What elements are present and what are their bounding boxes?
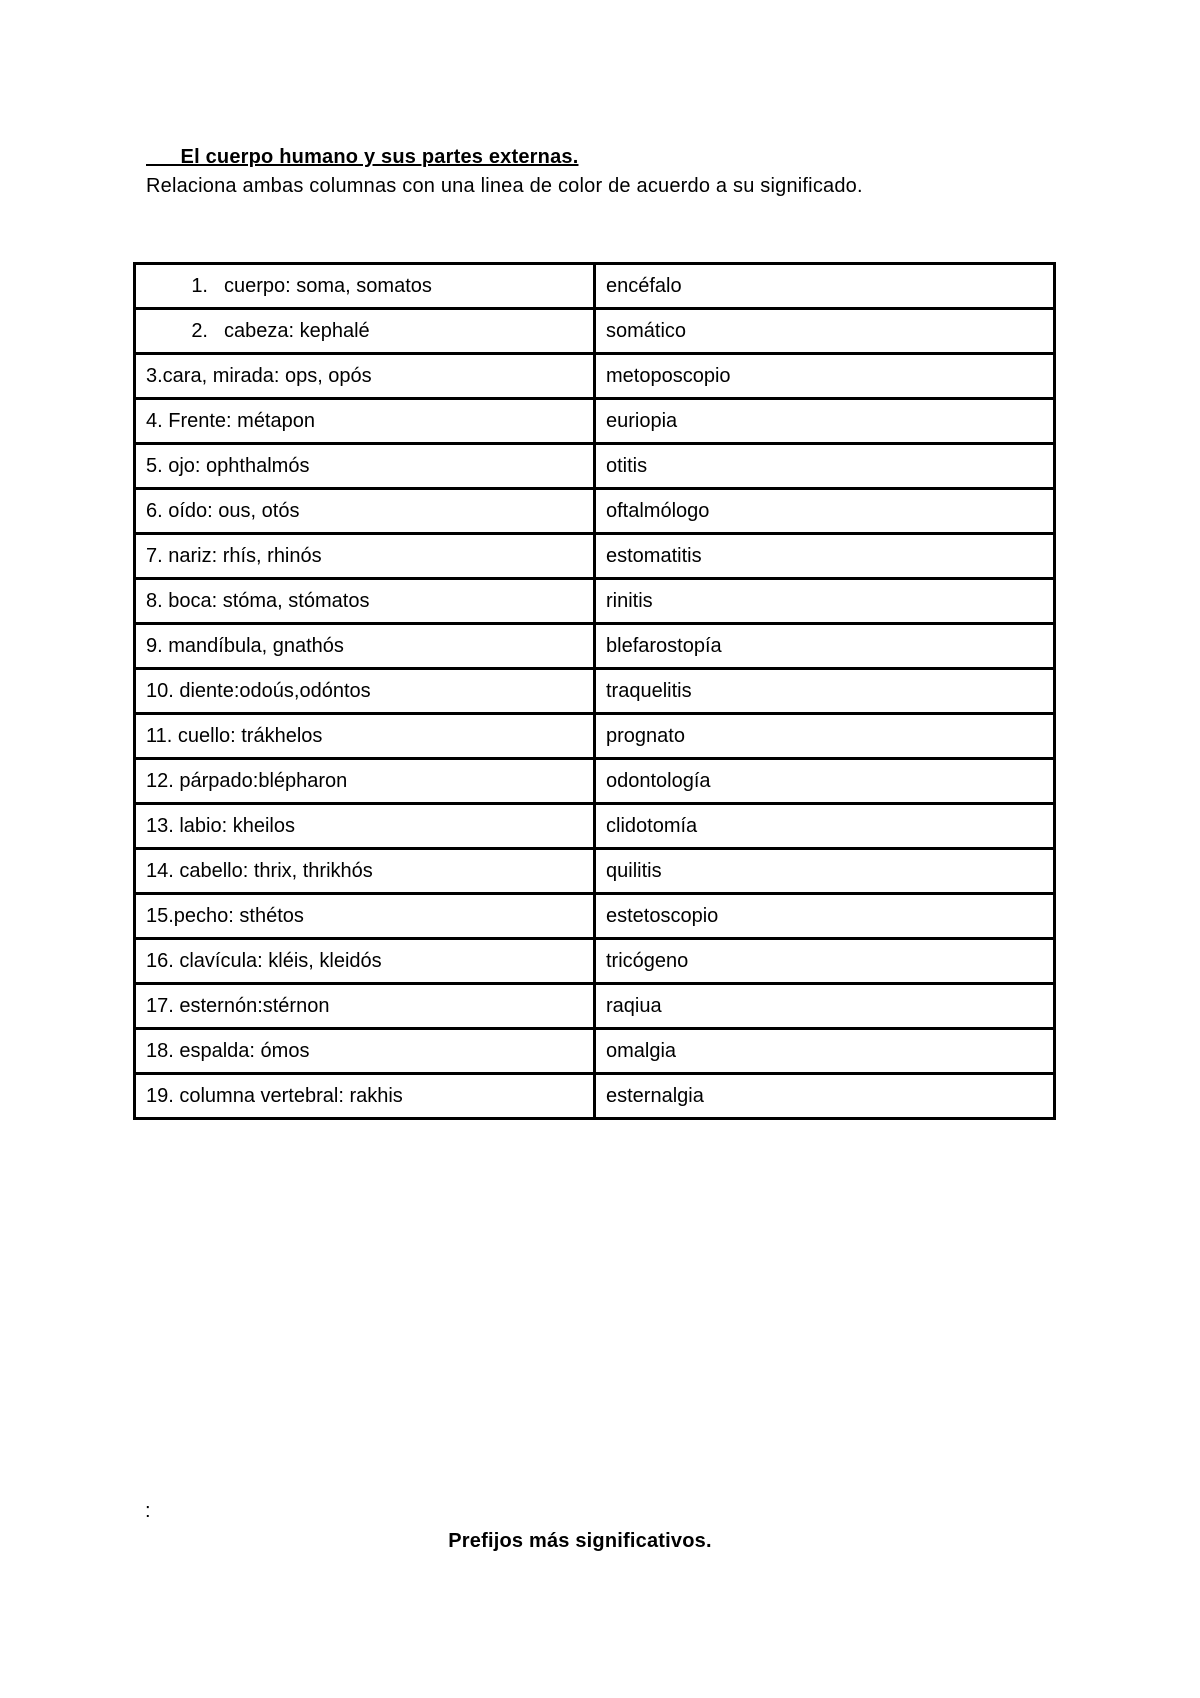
document-title: El cuerpo humano y sus partes externas. xyxy=(146,146,579,168)
term-cell xyxy=(135,894,595,939)
table-row xyxy=(135,444,1055,489)
word-cell: quilitis xyxy=(595,849,1055,894)
list-number: 2. xyxy=(191,319,208,342)
table-row xyxy=(135,309,1055,354)
term-cell xyxy=(135,849,595,894)
word-cell: omalgia xyxy=(595,1029,1055,1074)
word-cell: estomatitis xyxy=(595,534,1055,579)
term-cell xyxy=(135,309,595,354)
term-text: 17. esternón:stérnon xyxy=(146,994,330,1017)
word-cell: euriopia xyxy=(595,399,1055,444)
section-title: Prefijos más significativos. xyxy=(448,1530,712,1552)
word-cell: odontología xyxy=(595,759,1055,804)
term-cell xyxy=(135,984,595,1029)
term-text: 7. nariz: rhís, rhinós xyxy=(146,544,322,567)
table-row xyxy=(135,579,1055,624)
table-row xyxy=(135,624,1055,669)
matching-table-body xyxy=(135,264,1055,1119)
word-cell: encéfalo xyxy=(595,264,1055,309)
word-cell: somático xyxy=(595,309,1055,354)
word-cell: rinitis xyxy=(595,579,1055,624)
term-text: 6. oído: ous, otós xyxy=(146,499,300,522)
table-row xyxy=(135,894,1055,939)
word-cell: estetoscopio xyxy=(595,894,1055,939)
term-cell xyxy=(135,1074,595,1119)
table-row xyxy=(135,1029,1055,1074)
term-text: 15.pecho: sthétos xyxy=(146,904,304,927)
term-cell xyxy=(135,624,595,669)
term-cell xyxy=(135,939,595,984)
term-cell xyxy=(135,534,595,579)
term-text: 13. labio: kheilos xyxy=(146,814,295,837)
term-text: 16. clavícula: kléis, kleidós xyxy=(146,949,382,972)
colon-mark: : xyxy=(145,1500,151,1522)
term-text: 12. párpado:blépharon xyxy=(146,769,348,792)
term-cell xyxy=(135,759,595,804)
term-text: cuerpo: soma, somatos xyxy=(224,274,432,297)
term-cell xyxy=(135,354,595,399)
term-cell xyxy=(135,489,595,534)
word-cell: traquelitis xyxy=(595,669,1055,714)
table-row xyxy=(135,489,1055,534)
table-row xyxy=(135,849,1055,894)
list-number: 1. xyxy=(191,274,208,297)
term-text: 5. ojo: ophthalmós xyxy=(146,454,310,477)
term-text: cabeza: kephalé xyxy=(224,319,370,342)
term-text: 18. espalda: ómos xyxy=(146,1039,310,1062)
term-text: 8. boca: stóma, stómatos xyxy=(146,589,370,612)
table-row xyxy=(135,1074,1055,1119)
term-cell xyxy=(135,669,595,714)
table-row xyxy=(135,399,1055,444)
table-row xyxy=(135,354,1055,399)
table-row xyxy=(135,534,1055,579)
term-cell xyxy=(135,264,595,309)
word-cell: raqiua xyxy=(595,984,1055,1029)
term-text: 10. diente:odoús,odóntos xyxy=(146,679,371,702)
matching-table xyxy=(133,262,1056,1120)
term-cell xyxy=(135,399,595,444)
word-cell: prognato xyxy=(595,714,1055,759)
word-cell: metoposcopio xyxy=(595,354,1055,399)
instructions-text: Relaciona ambas columnas con una linea de color de acuerdo a su significado. xyxy=(146,175,863,197)
word-cell: oftalmólogo xyxy=(595,489,1055,534)
table-row xyxy=(135,984,1055,1029)
term-cell xyxy=(135,444,595,489)
word-cell: esternalgia xyxy=(595,1074,1055,1119)
word-cell: tricógeno xyxy=(595,939,1055,984)
table-row xyxy=(135,804,1055,849)
term-text: 9. mandíbula, gnathós xyxy=(146,634,344,657)
table-row xyxy=(135,264,1055,309)
term-text: 11. cuello: trákhelos xyxy=(146,724,323,747)
word-cell: blefarostopía xyxy=(595,624,1055,669)
term-cell xyxy=(135,714,595,759)
term-text: 14. cabello: thrix, thrikhós xyxy=(146,859,373,882)
term-cell xyxy=(135,804,595,849)
table-row xyxy=(135,714,1055,759)
term-text: 19. columna vertebral: rakhis xyxy=(146,1084,403,1107)
word-cell: otitis xyxy=(595,444,1055,489)
table-row xyxy=(135,759,1055,804)
term-cell xyxy=(135,579,595,624)
word-cell: clidotomía xyxy=(595,804,1055,849)
term-cell xyxy=(135,1029,595,1074)
table-row xyxy=(135,939,1055,984)
term-text: 4. Frente: métapon xyxy=(146,409,315,432)
table-row xyxy=(135,669,1055,714)
term-text: 3.cara, mirada: ops, opós xyxy=(146,364,372,387)
